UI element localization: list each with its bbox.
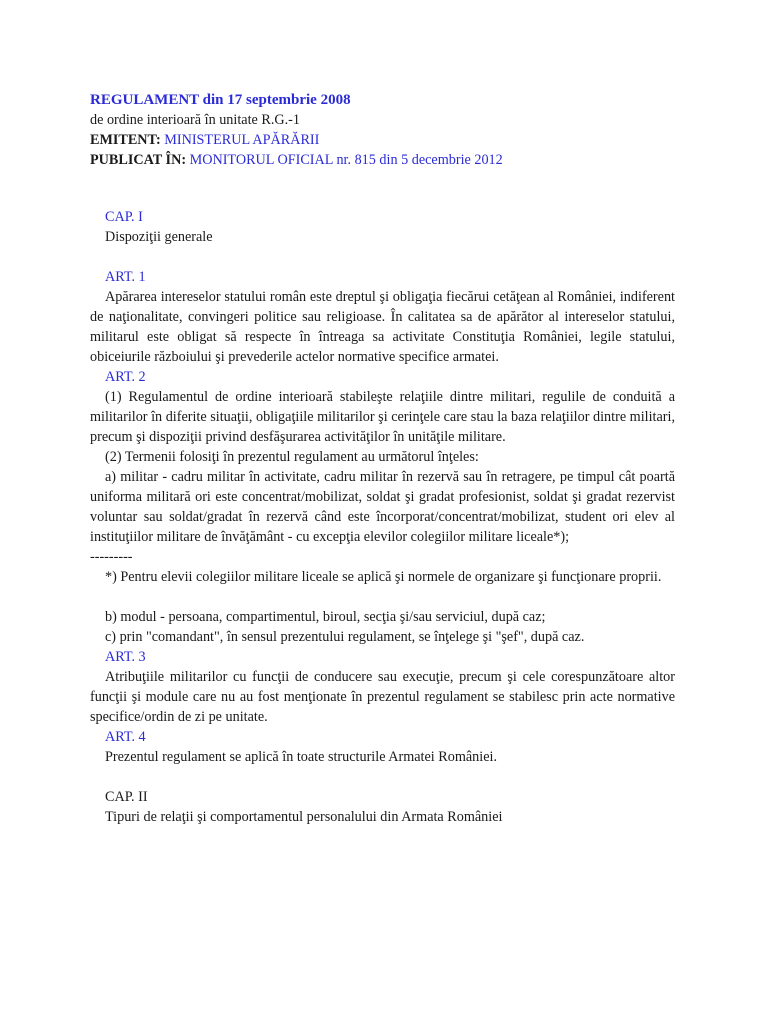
- emitent-link[interactable]: MINISTERUL APĂRĂRII: [164, 132, 320, 148]
- article-3-text: Atribuţiile militarilor cu funcţii de conducere sau execuţie, precum şi cele corespunzătoare altor funcţii şi module care nu au fost menţionate în prezentul regulament se stabilesc prin acte normative specifice/ordin de zi pe unitate.: [90, 669, 675, 725]
- emitent-line: [90, 130, 730, 150]
- document-title[interactable]: REGULAMENT din 17 septembrie 2008: [90, 92, 351, 108]
- article-2-point-c: c) prin "comandant", în sensul prezentului regulament, se înţelege şi "şef", după caz.: [105, 629, 585, 645]
- spacer: [90, 587, 675, 607]
- article-2-paragraph-1: (1) Regulamentul de ordine interioară stabileşte relaţiile dintre militari, regulile de conduită a militarilor în diferite situaţii, obligaţiile militarilor şi cerinţele care stau la baza relaţiilor dintre militari, precum şi dispoziţii privind desfăşurarea activităţilor în unităţile militare.: [90, 389, 675, 445]
- document-subtitle: de ordine interioară în unitate R.G.-1: [90, 112, 300, 128]
- chapter-2-title: Tipuri de relaţii şi comportamentul personalului din Armata României: [105, 809, 503, 825]
- article-1-label[interactable]: ART. 1: [105, 269, 146, 285]
- article-2-point-a: a) militar - cadru militar în activitate, cadru militar în rezervă sau în retragere, pe timpul cât poartă uniforma militară ori este concentrat/mobilizat, soldat şi gradat profesionist, soldat şi gradat rezervist voluntar sau soldat/gradat în rezervă când este încorporat/concentrat/mobilizat, student ori elev al instituţiilor militare de învăţământ - cu excepţia elevilor colegiilor militare liceale*);: [90, 469, 675, 545]
- spacer: [90, 767, 675, 787]
- article-4-label[interactable]: ART. 4: [105, 729, 146, 745]
- article-3-label[interactable]: ART. 3: [105, 649, 146, 665]
- publicat-line: [90, 150, 730, 170]
- spacer: [90, 247, 675, 267]
- document-body: [90, 207, 675, 827]
- document-header: [90, 90, 730, 170]
- article-2-point-b: b) modul - persoana, compartimentul, biroul, secţia şi/sau serviciul, după caz;: [105, 609, 546, 625]
- chapter-2-label: CAP. II: [105, 789, 148, 805]
- publicat-label: PUBLICAT ÎN:: [90, 152, 187, 168]
- article-2-footnote: *) Pentru elevii colegiilor militare liceale se aplică şi normele de organizare şi funcţionare proprii.: [105, 569, 662, 585]
- chapter-1-title: Dispoziţii generale: [105, 229, 213, 245]
- article-4-text: Prezentul regulament se aplică în toate structurile Armatei României.: [105, 749, 497, 765]
- article-1-text: Apărarea intereselor statului român este dreptul şi obligaţia fiecărui cetăţean al României, indiferent de naţionalitate, convingeri politice sau religioase. În calitatea sa de apărător al intereselor statului, militarul este obligat să respecte în întreaga sa activitate Constituţia României, legile statului, obiceiurile războiului şi prevederile actelor normative specifice armatei.: [90, 289, 675, 365]
- article-2-paragraph-2: (2) Termenii folosiţi în prezentul regulament au următorul înţeles:: [105, 449, 479, 465]
- emitent-label: EMITENT:: [90, 132, 161, 148]
- article-2-label[interactable]: ART. 2: [105, 369, 146, 385]
- publicat-link[interactable]: MONITORUL OFICIAL nr. 815 din 5 decembrie 2012: [189, 152, 503, 168]
- note-separator: ---------: [90, 549, 133, 565]
- chapter-1-label[interactable]: CAP. I: [105, 209, 143, 225]
